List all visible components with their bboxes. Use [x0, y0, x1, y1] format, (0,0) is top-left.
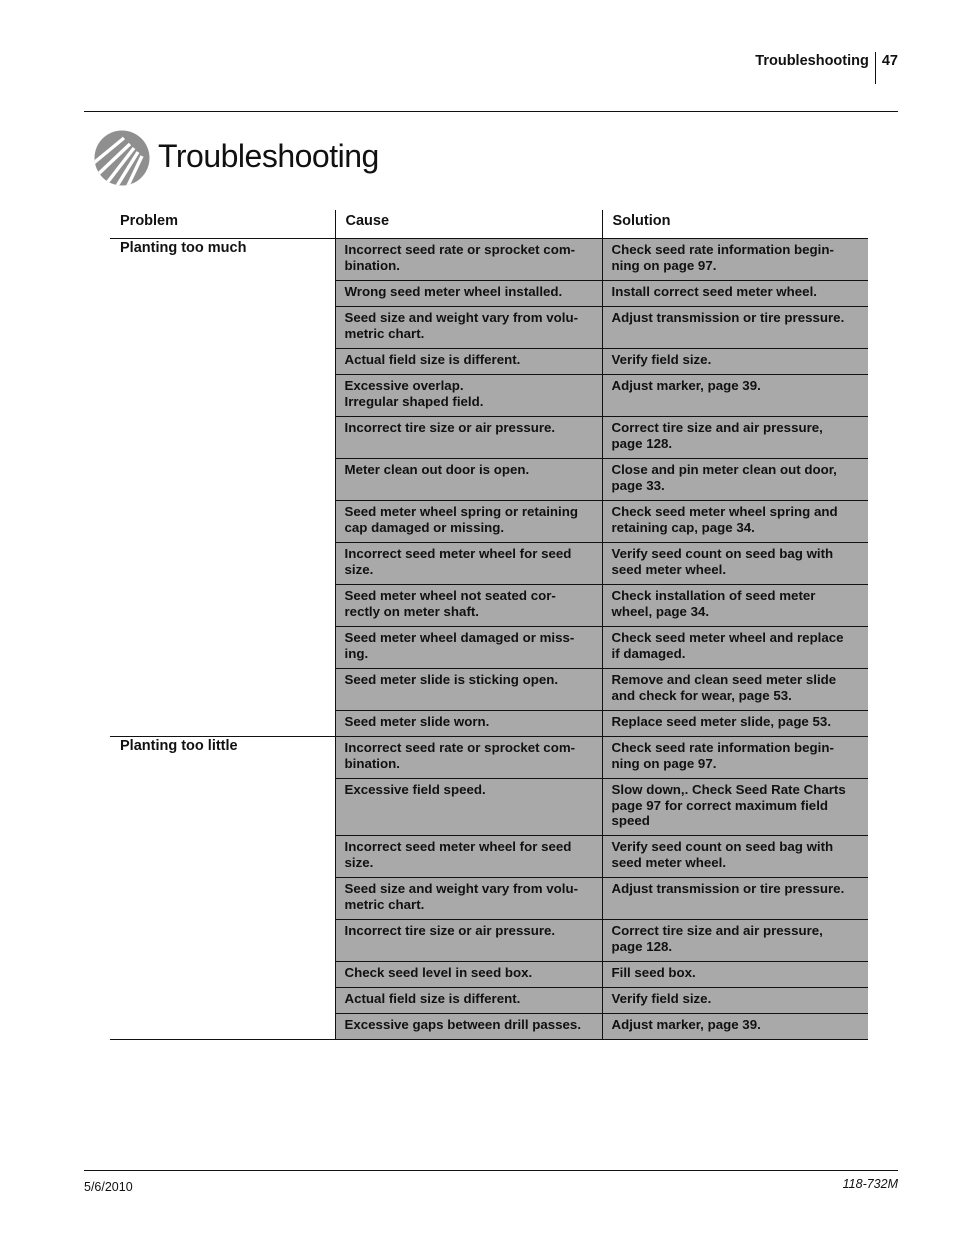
solution-cell: Verify field size. [602, 988, 868, 1014]
cause-cell: Seed meter wheel spring or retaining cap damaged or missing. [335, 501, 602, 543]
solution-cell: Adjust transmission or tire pressure. [602, 878, 868, 920]
cause-cell: Incorrect tire size or air pressure. [335, 920, 602, 962]
cause-cell: Check seed level in seed box. [335, 962, 602, 988]
solution-cell: Remove and clean seed meter slide and check for wear, page 53. [602, 669, 868, 711]
column-header-solution: Solution [602, 210, 868, 239]
cause-cell: Seed meter slide worn. [335, 711, 602, 737]
solution-cell: Correct tire size and air pressure, page 128. [602, 417, 868, 459]
solution-cell: Check installation of seed meter wheel, page 34. [602, 585, 868, 627]
solution-cell: Slow down,. Check Seed Rate Charts page 97 for correct maximum field speed [602, 779, 868, 836]
solution-cell: Correct tire size and air pressure, page 128. [602, 920, 868, 962]
cause-cell: Meter clean out door is open. [335, 459, 602, 501]
solution-cell: Verify field size. [602, 349, 868, 375]
cause-cell: Incorrect tire size or air pressure. [335, 417, 602, 459]
running-header-section: Troubleshooting [755, 53, 869, 69]
running-header [755, 52, 898, 84]
solution-cell: Fill seed box. [602, 962, 868, 988]
solution-cell: Install correct seed meter wheel. [602, 281, 868, 307]
solution-cell: Adjust marker, page 39. [602, 1014, 868, 1040]
cause-cell: Seed meter wheel not seated cor- rectly on meter shaft. [335, 585, 602, 627]
cause-cell: Wrong seed meter wheel installed. [335, 281, 602, 307]
footer-doc-number: 118-732M [842, 1177, 898, 1191]
solution-cell: Check seed meter wheel and replace if damaged. [602, 627, 868, 669]
column-header-problem: Problem [110, 210, 335, 239]
cause-cell: Incorrect seed meter wheel for seed size. [335, 543, 602, 585]
table-row [110, 239, 868, 281]
cause-cell: Actual field size is different. [335, 349, 602, 375]
solution-cell: Adjust marker, page 39. [602, 375, 868, 417]
section-logo-icon [94, 130, 150, 186]
cause-cell: Seed size and weight vary from volu- metric chart. [335, 878, 602, 920]
footer-date: 5/6/2010 [84, 1180, 133, 1194]
cause-cell: Excessive gaps between drill passes. [335, 1014, 602, 1040]
table-header-row [110, 210, 868, 239]
solution-cell: Verify seed count on seed bag with seed meter wheel. [602, 543, 868, 585]
page-number: 47 [881, 53, 898, 69]
cause-cell: Excessive overlap. Irregular shaped field. [335, 375, 602, 417]
problem-cell: Planting too much [110, 239, 335, 737]
cause-cell: Incorrect seed meter wheel for seed size. [335, 836, 602, 878]
solution-cell: Check seed rate information begin- ning on page 97. [602, 737, 868, 779]
table-body [110, 239, 868, 1040]
header-rule [84, 111, 898, 112]
solution-cell: Check seed rate information begin- ning on page 97. [602, 239, 868, 281]
troubleshooting-table [110, 210, 868, 1040]
cause-cell: Actual field size is different. [335, 988, 602, 1014]
solution-cell: Verify seed count on seed bag with seed meter wheel. [602, 836, 868, 878]
cause-cell: Excessive field speed. [335, 779, 602, 836]
page-title: Troubleshooting [158, 138, 379, 174]
cause-cell: Incorrect seed rate or sprocket com- bination. [335, 737, 602, 779]
cause-cell: Seed size and weight vary from volu- metric chart. [335, 307, 602, 349]
cause-cell: Seed meter slide is sticking open. [335, 669, 602, 711]
cause-cell: Seed meter wheel damaged or miss- ing. [335, 627, 602, 669]
solution-cell: Check seed meter wheel spring and retaining cap, page 34. [602, 501, 868, 543]
table-row [110, 737, 868, 779]
solution-cell: Replace seed meter slide, page 53. [602, 711, 868, 737]
cause-cell: Incorrect seed rate or sprocket com- bination. [335, 239, 602, 281]
footer-rule [84, 1170, 898, 1171]
solution-cell: Adjust transmission or tire pressure. [602, 307, 868, 349]
column-header-cause: Cause [335, 210, 602, 239]
solution-cell: Close and pin meter clean out door, page 33. [602, 459, 868, 501]
problem-cell: Planting too little [110, 737, 335, 1040]
